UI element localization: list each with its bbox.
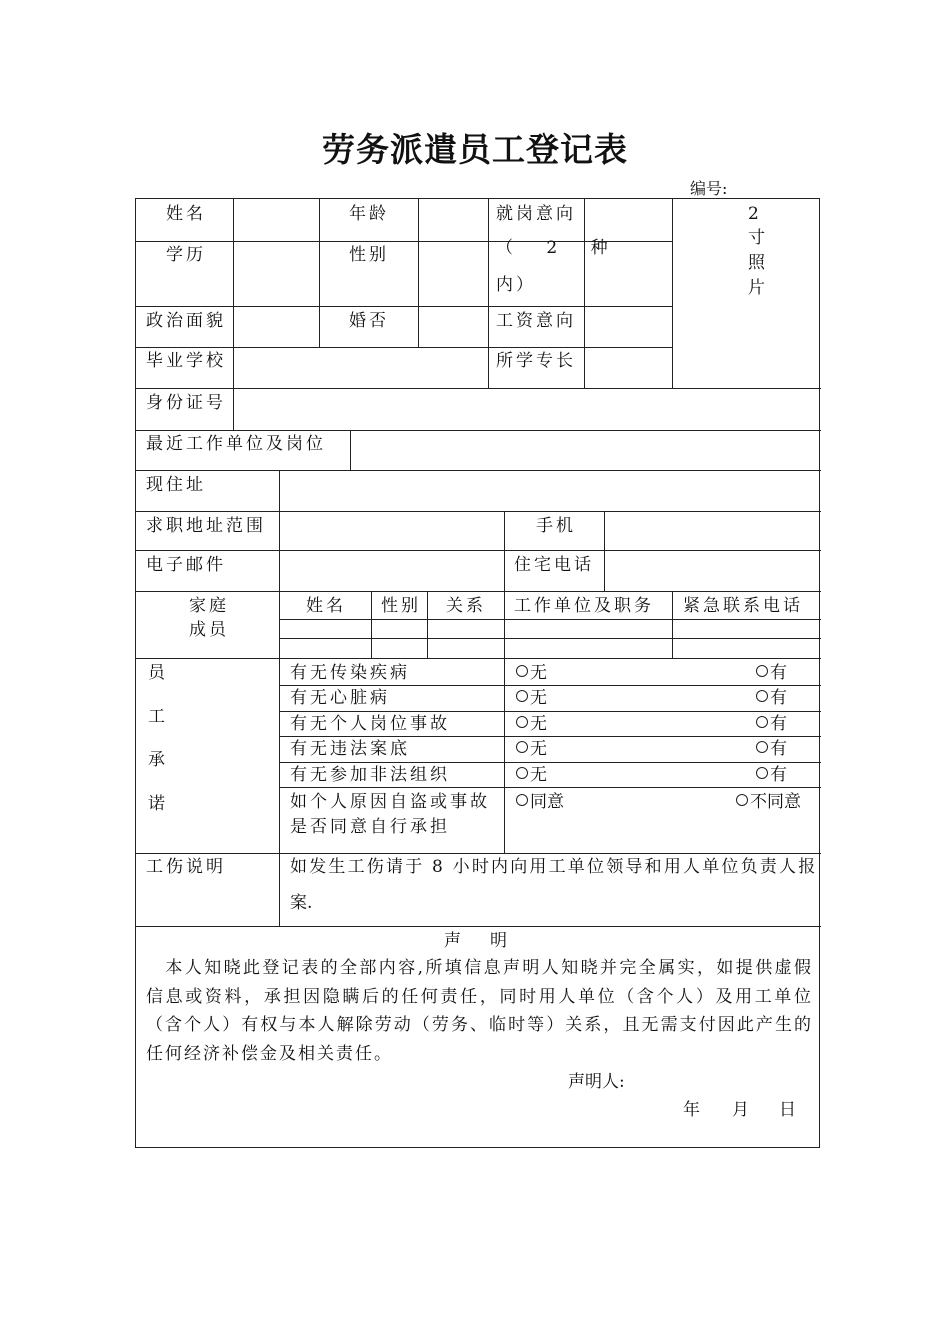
pledge-option-yes[interactable]: [756, 738, 787, 760]
option-label: 有: [770, 688, 787, 708]
label-gender: 性别: [349, 245, 389, 265]
row-divider: [279, 787, 821, 788]
row-divider: [136, 658, 821, 659]
radio-circle-icon: [756, 665, 768, 677]
photo-label: 照: [748, 253, 765, 273]
col-divider: [371, 591, 372, 658]
pledge-side-label: 承: [148, 750, 165, 770]
label-address: 现住址: [146, 475, 206, 495]
option-label: 同意: [530, 792, 564, 812]
row-divider: [136, 926, 821, 927]
label-job-intent: 就岗意向: [496, 204, 576, 224]
declaration-line: （含个人）有权与本人解除劳动（劳务、临时等）关系，且无需支付因此产生的: [146, 1015, 811, 1035]
option-label: 有: [770, 765, 787, 785]
date-month-label: 月: [732, 1100, 749, 1120]
radio-circle-icon: [516, 794, 528, 806]
label-education: 学历: [166, 245, 206, 265]
row-divider: [136, 511, 821, 512]
pledge-question: 有无心脏病: [290, 688, 390, 708]
pledge-option-agree[interactable]: [516, 791, 564, 813]
label-job-area: 求职地址范围: [146, 516, 266, 536]
row-divider: [279, 711, 821, 712]
col-divider: [350, 430, 351, 470]
option-label: 无: [530, 688, 547, 708]
col-divider: [233, 199, 234, 388]
radio-circle-icon: [756, 741, 768, 753]
option-label: 无: [530, 714, 547, 734]
date-year-label: 年: [683, 1100, 700, 1120]
col-divider: [418, 199, 419, 347]
label-mobile: 手机: [536, 516, 576, 536]
label-job-intent-note: （ 2 种: [496, 238, 622, 258]
photo-label: 片: [748, 278, 765, 298]
family-col-gender: 性别: [381, 596, 421, 616]
row-divider: [136, 430, 821, 431]
pledge-side-label: 诺: [148, 794, 165, 814]
radio-circle-icon: [756, 767, 768, 779]
row-divider: [136, 853, 821, 854]
col-divider: [488, 199, 489, 388]
radio-circle-icon: [516, 690, 528, 702]
photo-label: 寸: [748, 228, 765, 248]
photo-label: 2: [748, 204, 759, 224]
col-divider: [279, 470, 280, 926]
option-label: 无: [530, 739, 547, 759]
family-col-name: 姓名: [306, 596, 346, 616]
row-divider: [279, 762, 821, 763]
pledge-question: 有无传染疾病: [290, 663, 410, 683]
row-divider: [279, 638, 821, 639]
radio-circle-icon: [736, 794, 748, 806]
label-job-intent-note-2: 内）: [496, 275, 536, 295]
label-members: 成员: [189, 620, 229, 640]
option-label: 有: [770, 714, 787, 734]
form-title: 劳务派遣员工登记表: [322, 130, 628, 169]
option-label: 无: [530, 663, 547, 683]
pledge-option-no[interactable]: [516, 687, 547, 709]
row-divider: [136, 306, 673, 307]
declaration-line: 任何经济补偿金及相关责任。: [146, 1044, 393, 1064]
col-divider: [584, 199, 585, 388]
label-name: 姓名: [166, 204, 206, 224]
serial-number-label: 编号:: [690, 179, 728, 198]
label-family: 家庭: [189, 596, 229, 616]
option-label: 有: [770, 663, 787, 683]
row-divider: [279, 619, 821, 620]
col-divider: [604, 511, 605, 591]
radio-circle-icon: [756, 716, 768, 728]
pledge-liability-question: 如个人原因自盗或事故: [290, 792, 490, 812]
col-divider: [672, 591, 673, 658]
col-divider: [319, 199, 320, 347]
family-col-emergency-phone: 紧急联系电话: [683, 596, 803, 616]
option-label: 不同意: [750, 792, 801, 812]
declaration-line: 本人知晓此登记表的全部内容,所填信息声明人知晓并完全属实，如提供虚假: [146, 958, 811, 978]
row-divider: [279, 736, 821, 737]
date-day-label: 日: [779, 1100, 796, 1120]
pledge-option-yes[interactable]: [756, 662, 787, 684]
radio-circle-icon: [516, 716, 528, 728]
row-divider: [136, 591, 821, 592]
col-divider: [427, 591, 428, 658]
label-age: 年龄: [349, 204, 389, 224]
label-email: 电子邮件: [146, 555, 226, 575]
row-divider: [136, 388, 821, 389]
pledge-option-yes[interactable]: [756, 687, 787, 709]
pledge-side-label: 员: [148, 663, 165, 683]
pledge-question: 有无参加非法组织: [290, 765, 450, 785]
injury-text: 如发生工伤请于 8 小时内向用工单位领导和用人单位负责人报: [290, 857, 818, 877]
label-injury: 工伤说明: [146, 857, 226, 877]
family-col-employer: 工作单位及职务: [514, 596, 654, 616]
label-marital-status: 婚否: [349, 311, 389, 331]
label-school: 毕业学校: [146, 351, 226, 371]
registration-form: [135, 198, 820, 1148]
pledge-question: 有无违法案底: [290, 739, 410, 759]
col-divider: [504, 511, 505, 853]
declaration-heading: 声 明: [444, 931, 513, 951]
label-recent-job: 最近工作单位及岗位: [146, 434, 326, 454]
label-salary-intent: 工资意向: [496, 311, 576, 331]
pledge-option-disagree[interactable]: [736, 791, 801, 813]
pledge-option-no[interactable]: [516, 662, 547, 684]
radio-circle-icon: [516, 767, 528, 779]
pledge-option-yes[interactable]: [756, 764, 787, 786]
label-id-number: 身份证号: [146, 393, 226, 413]
declaration-line: 信息或资料，承担因隐瞒后的任何责任，同时用人单位（含个人）及用工单位: [146, 987, 811, 1007]
pledge-question: 有无个人岗位事故: [290, 714, 450, 734]
declarant-signature-label: 声明人:: [568, 1072, 625, 1092]
pledge-liability-question-2: 是否同意自行承担: [290, 817, 450, 837]
option-label: 无: [530, 765, 547, 785]
family-col-relation: 关系: [446, 596, 486, 616]
pledge-side-label: 工: [148, 707, 165, 727]
option-label: 有: [770, 739, 787, 759]
radio-circle-icon: [516, 741, 528, 753]
pledge-option-no[interactable]: [516, 713, 547, 735]
label-home-phone: 住宅电话: [514, 555, 594, 575]
radio-circle-icon: [516, 665, 528, 677]
row-divider: [136, 550, 821, 551]
label-major: 所学专长: [496, 351, 576, 371]
injury-text-2: 案.: [290, 893, 313, 913]
radio-circle-icon: [756, 690, 768, 702]
row-divider: [136, 347, 673, 348]
row-divider: [136, 470, 821, 471]
label-political-status: 政治面貌: [146, 311, 226, 331]
pledge-option-no[interactable]: [516, 764, 547, 786]
col-divider: [672, 199, 673, 388]
pledge-option-no[interactable]: [516, 738, 547, 760]
col-divider: [233, 388, 234, 430]
row-divider: [279, 685, 821, 686]
pledge-option-yes[interactable]: [756, 713, 787, 735]
